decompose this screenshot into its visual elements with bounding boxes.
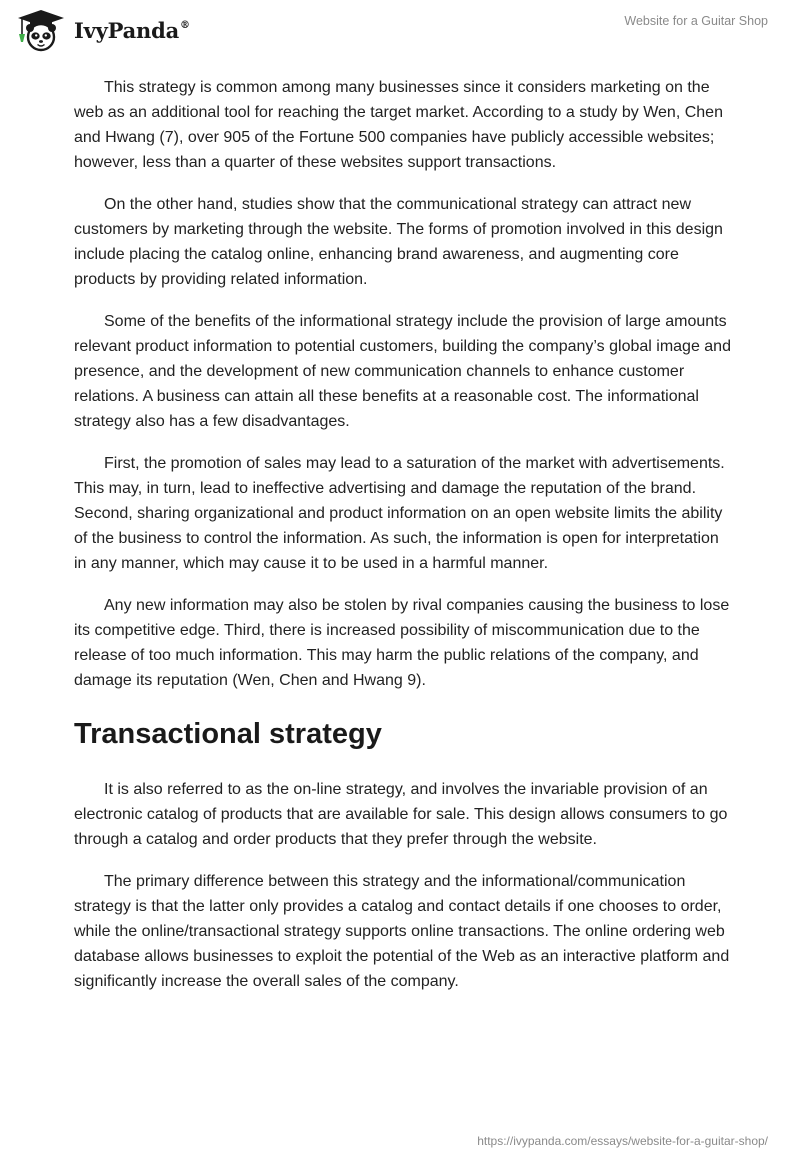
- paragraph: It is also referred to as the on-line strategy, and involves the invariable provision of an electronic catalog of products that are available for sale. This design allows consumers to go through a catalog and order products that they prefer through the website.: [74, 781, 728, 848]
- logo[interactable]: [14, 8, 190, 52]
- brand-name: IvyPanda®: [74, 17, 190, 43]
- source-url[interactable]: https://ivypanda.com/essays/website-for-a-guitar-shop/: [477, 1134, 768, 1148]
- paragraph: Any new information may also be stolen by rival companies causing the business to lose its competitive edge. Third, there is increased possibility of miscommunication due to the release of too much information. This may harm the public relations of the company, and damage its reputation (Wen, Chen and Hwang 9).: [74, 597, 730, 689]
- section-heading: Transactional strategy: [74, 718, 382, 750]
- paragraph: This strategy is common among many businesses since it considers marketing on the web as an additional tool for reaching the target market. According to a study by Wen, Chen and Hwang (7), over 905 of the Fortune 500 companies have publicly accessible websites; however, less than a quarter of these websites support transactions.: [74, 79, 723, 171]
- paragraph: First, the promotion of sales may lead to a saturation of the market with advertisements. This may, in turn, lead to ineffective advertising and damage the reputation of the brand. Second, sharing organizational and product information on an open website limits the ability of the business to control the information. As such, the information is open for interpretation in any manner, which may cause it to be used in a harmful manner.: [74, 455, 725, 572]
- panda-graduate-icon: [14, 8, 68, 52]
- page-header: [0, 0, 800, 60]
- paragraph: On the other hand, studies show that the communicational strategy can attract new customers by marketing through the website. The forms of promotion involved in this design include placing the catalog online, enhancing brand awareness, and augmenting core products by providing related information.: [74, 196, 723, 288]
- document-title: Website for a Guitar Shop: [624, 14, 768, 28]
- paragraph: The primary difference between this strategy and the informational/communication strategy is that the latter only provides a catalog and contact details if one chooses to order, while the online/transactional strategy supports online transactions. The online ordering web database allows businesses to exploit the potential of the Web as an interactive platform and significantly increase the overall sales of the company.: [74, 873, 730, 990]
- article-body: [74, 75, 734, 1011]
- paragraph: Some of the benefits of the informational strategy include the provision of large amounts relevant product information to potential customers, building the company’s global image and presence, and the development of new communication channels to enhance customer relations. A business can attain all these benefits at a reasonable cost. The informational strategy also has a few disadvantages.: [74, 313, 731, 430]
